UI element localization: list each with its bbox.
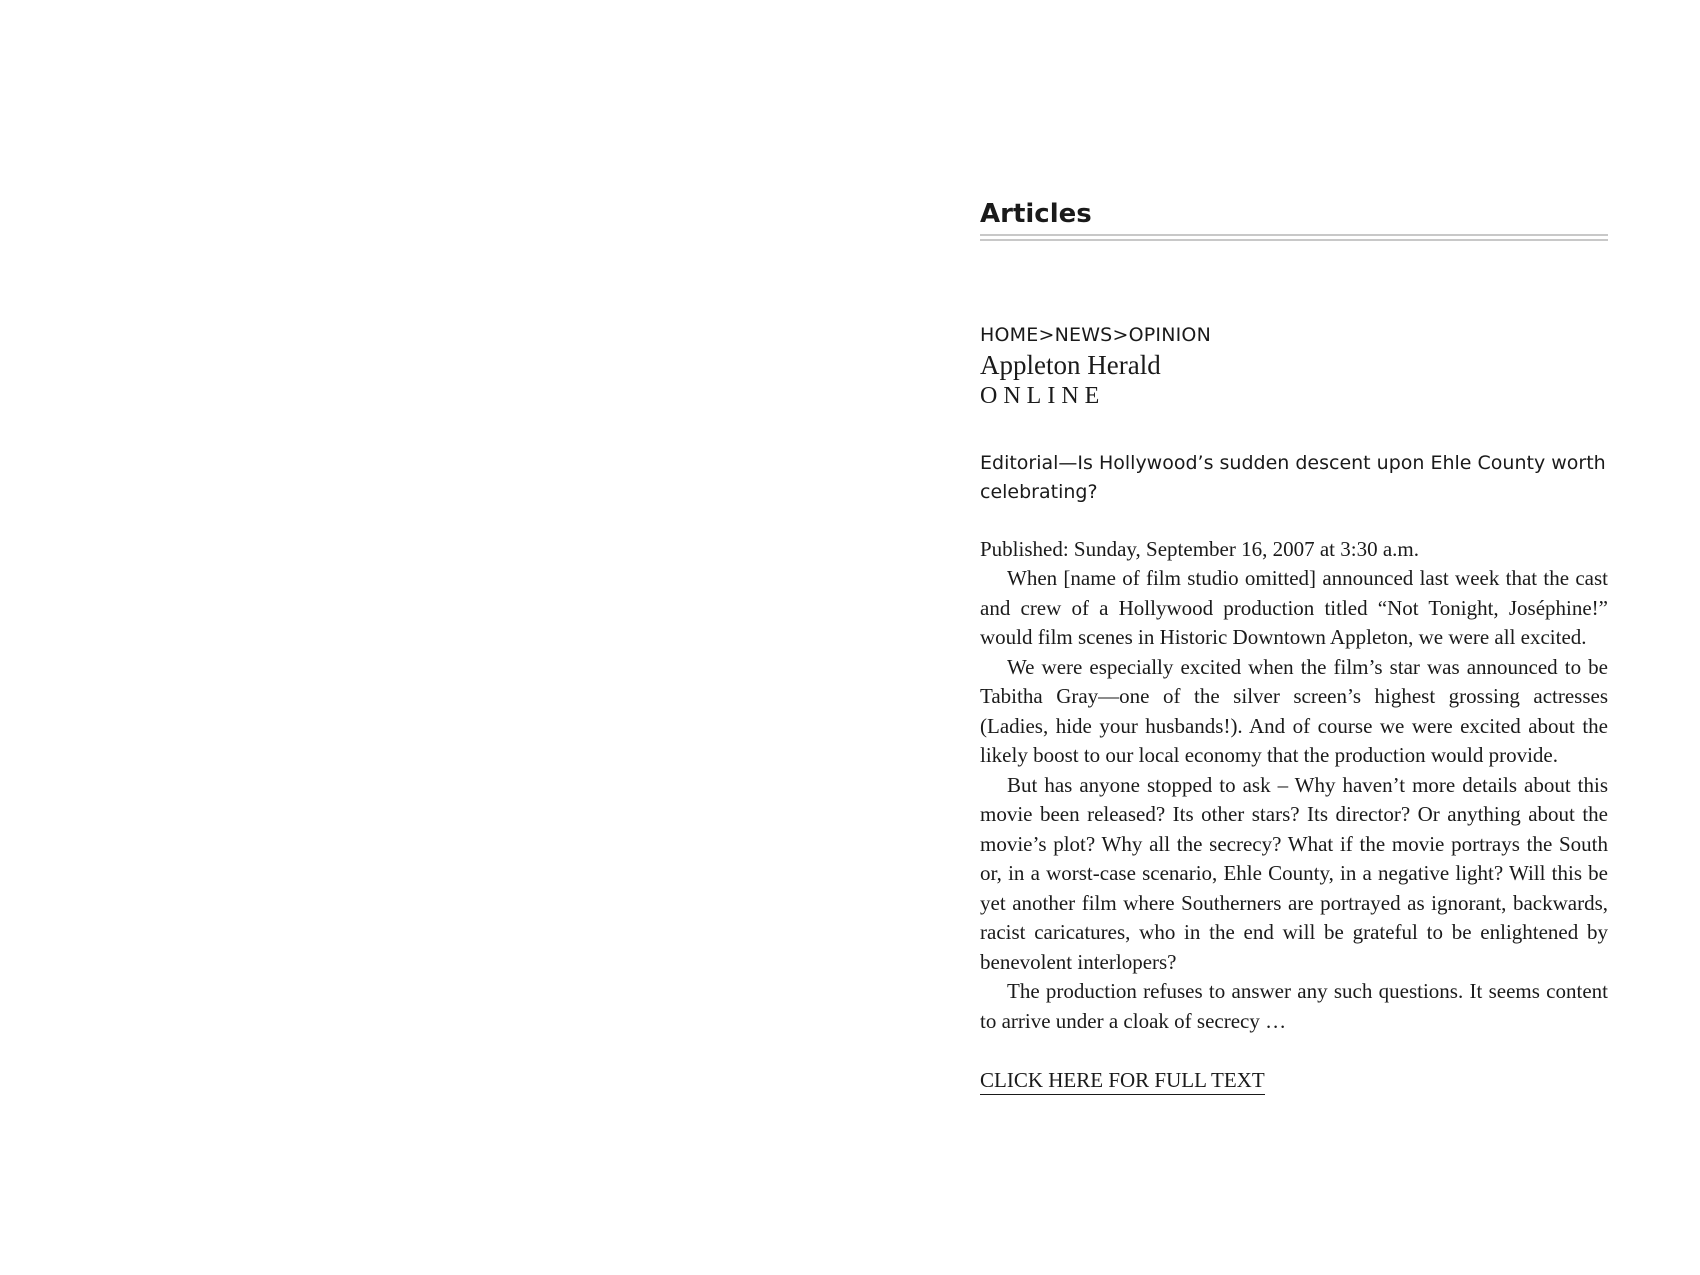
masthead-name: Appleton Herald bbox=[980, 349, 1161, 380]
right-page bbox=[980, 200, 1608, 1095]
breadcrumb-separator: > bbox=[1038, 323, 1055, 346]
breadcrumb-opinion[interactable]: OPINION bbox=[1128, 323, 1211, 346]
article-body bbox=[980, 564, 1608, 1036]
breadcrumb-separator: > bbox=[1112, 323, 1129, 346]
article-paragraph: When [name of film studio omitted] announced last week that the cast and crew of a Hollywood production titled “Not Tonight, Joséphine!” would film scenes in Historic Downtown Appleton, we were all excited. bbox=[980, 566, 1608, 650]
published-date: Published: Sunday, September 16, 2007 at 3:30 a.m. bbox=[980, 536, 1420, 561]
breadcrumb-home[interactable]: HOME bbox=[980, 323, 1039, 346]
full-text-link[interactable]: CLICK HERE FOR FULL TEXT bbox=[980, 1066, 1265, 1095]
masthead-sub: ONLINE bbox=[980, 382, 1106, 409]
article-paragraph: The production refuses to answer any such questions. It seems content to arrive under a cloak of secrecy … bbox=[980, 979, 1608, 1033]
breadcrumb bbox=[980, 323, 1608, 347]
article-paragraph: But has anyone stopped to ask – Why haven’t more details about this movie been released? Its other stars? Its director? Or anything about the movie’s plot? Why all the secrecy? What if the movie portrays the South or, in a worst-case scenario, Ehle County, in a negative light? Will this be yet another film where Southerners are portrayed as ignorant, backwards, racist caricatures, who in the end will be grateful to be enlightened by benevolent interlopers? bbox=[980, 772, 1608, 974]
article-paragraph: We were especially excited when the film’s star was announced to be Tabitha Gray—one of the silver screen’s highest grossing actresses (Ladies, hide your husbands!). And of course we were excited about the likely boost to our local economy that the production would provide. bbox=[980, 654, 1608, 768]
title-rule bbox=[980, 234, 1608, 241]
section-title: Articles bbox=[980, 199, 1092, 229]
breadcrumb-news[interactable]: NEWS bbox=[1054, 323, 1113, 346]
article-headline: Editorial—Is Hollywood’s sudden descent upon Ehle County worth celebrating? bbox=[980, 451, 1606, 503]
